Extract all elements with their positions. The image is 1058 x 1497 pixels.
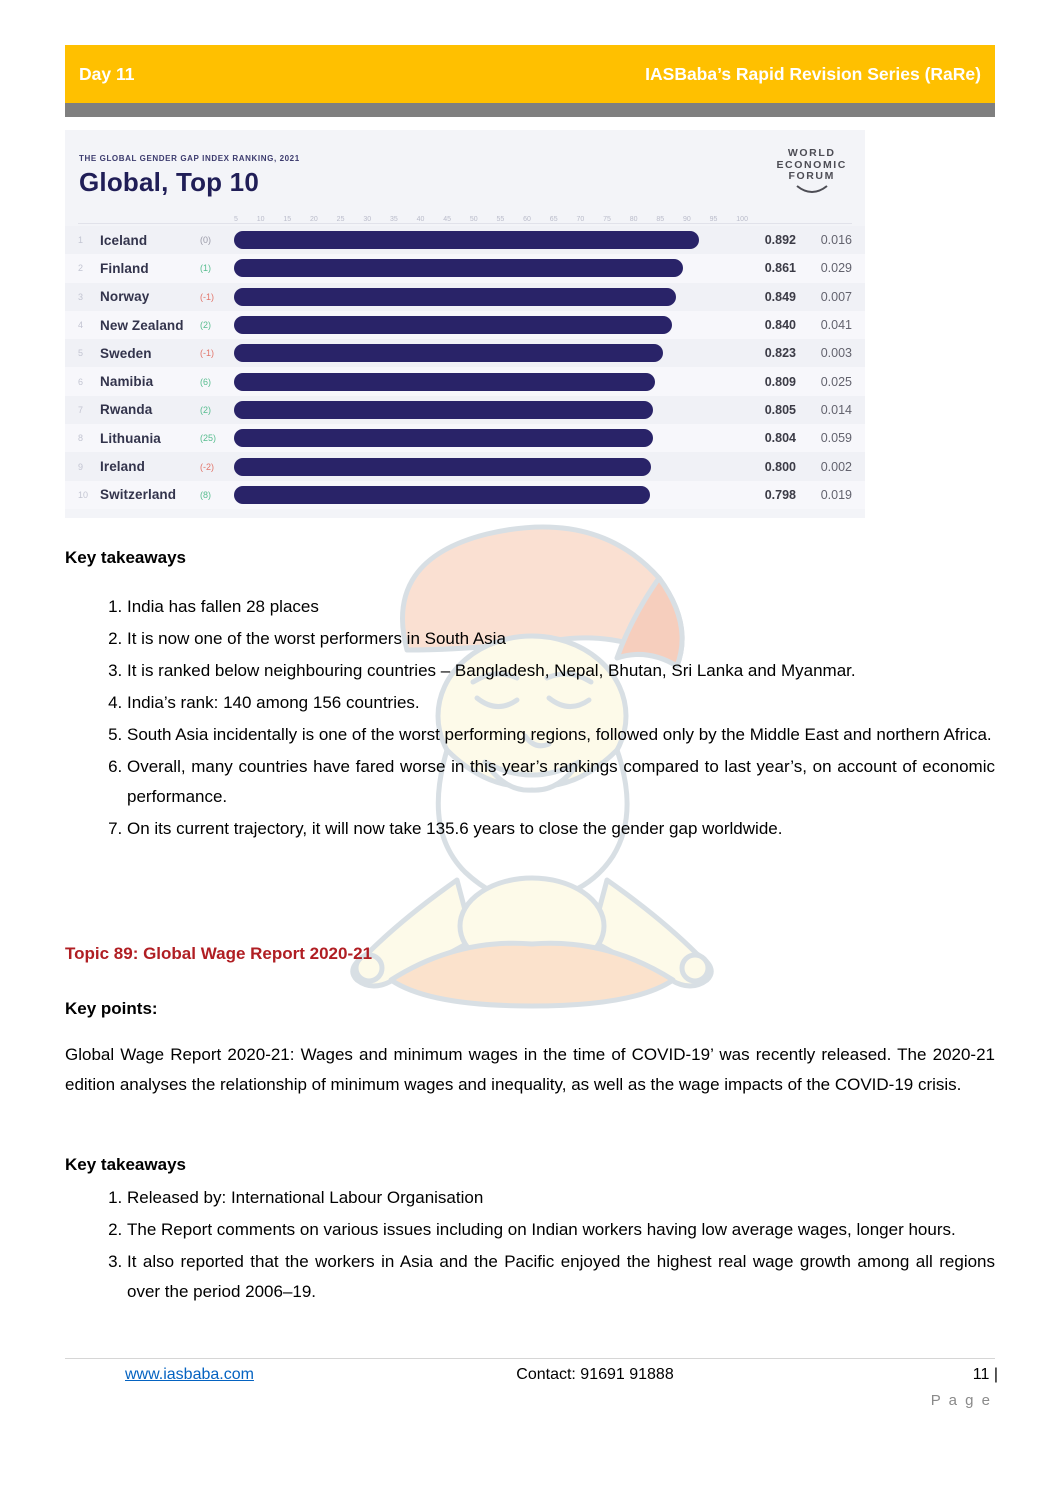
axis-tick: 95 [709,216,718,223]
country-label: Ireland [100,459,145,475]
contact-text: Contact: 91691 91888 [516,1366,674,1383]
delta-value: 0.041 [820,318,852,333]
list-item: 1. Released by: International Labour Organisation [127,1183,995,1213]
score-bar [234,486,650,504]
score-bar [234,458,651,476]
axis-tick: 40 [416,216,425,223]
website-link[interactable]: www.iasbaba.com [125,1366,254,1383]
country-label: Finland [100,260,149,276]
rank-change: (1) [200,263,211,274]
table-row [65,367,865,395]
delta-value: 0.016 [820,233,852,248]
score-value: 0.805 [764,402,796,417]
table-row [65,452,865,480]
footer-divider [65,1358,995,1359]
axis-tick: 60 [523,216,531,223]
country-label: Rwanda [100,402,153,418]
axis-tick: 10 [256,216,265,223]
axis-tick: 65 [549,216,558,223]
score-value: 0.861 [764,261,796,276]
rank-change: (6) [200,376,211,387]
list-item: 1. India has fallen 28 places [127,592,995,622]
axis-tick: 50 [469,216,478,223]
table-row [65,396,865,424]
table-row [65,424,865,452]
rank-change: (-1) [200,291,214,302]
score-value: 0.823 [764,346,796,361]
wef-logo-line: ECONOMIC [776,158,847,171]
score-bar [234,316,672,334]
rank-label: 8 [78,433,84,444]
axis-tick: 5 [234,216,238,223]
rank-label: 5 [78,348,84,359]
chart-kicker: THE GLOBAL GENDER GAP INDEX RANKING, 2021 [79,154,300,163]
axis-tick: 90 [683,216,691,223]
table-row [65,339,865,367]
table-row [65,311,865,339]
country-label: Lithuania [100,430,161,446]
score-value: 0.798 [764,487,796,502]
country-label: New Zealand [100,317,184,333]
key-points-paragraph: Global Wage Report 2020-21: Wages and minimum wages in the time of COVID-19’ was recently released. The 2020-21 edition analyses the relationship of minimum wages and inequality, as well as the wage impacts of the COVID-19 crisis. [65,1045,995,1094]
axis-tick: 20 [310,216,318,223]
rank-change: (-1) [200,348,214,359]
page-word: P a g e [930,1392,992,1409]
chart-rows [65,226,865,509]
axis-tick: 55 [496,216,505,223]
table-row [65,481,865,509]
table-row [65,226,865,254]
header-divider-bar [65,103,995,117]
score-bar [234,401,653,419]
key-takeaways-heading-2: Key takeaways [65,1155,186,1174]
country-label: Switzerland [100,487,177,503]
chart-header [65,130,865,198]
country-label: Iceland [100,232,148,248]
delta-value: 0.025 [820,374,852,389]
key-takeaways-list-2 [65,1183,995,1309]
topic-heading: Topic 89: Global Wage Report 2020-21 [65,944,373,963]
rank-label: 4 [78,320,84,331]
delta-value: 0.014 [820,402,852,417]
score-value: 0.849 [764,289,796,304]
country-label: Sweden [100,345,152,361]
axis-tick: 80 [629,216,638,223]
rank-label: 3 [78,291,84,302]
axis-tick: 30 [363,216,372,223]
axis-tick: 35 [389,216,398,223]
axis-tick: 100 [736,216,748,223]
list-item: 6. Overall, many countries have fared worse in this year’s rankings compared to last year’s, on account of economic performance. [127,752,995,812]
score-bar [234,429,653,447]
score-bar [234,231,699,249]
country-label: Namibia [100,374,154,390]
score-value: 0.840 [764,318,796,333]
list-item: 5. South Asia incidentally is one of the worst performing regions, followed only by the Middle East and northern Africa. [127,720,995,750]
gender-gap-chart [65,130,865,518]
score-bar [234,344,663,362]
table-row [65,254,865,282]
score-bar [234,373,655,391]
key-points-heading: Key points: [65,999,158,1018]
day-label: Day 11 [79,63,135,84]
list-item: 3. It also reported that the workers in Asia and the Pacific enjoyed the highest real wage growth among all regions over the period 2006–19. [127,1247,995,1307]
delta-value: 0.007 [820,289,852,304]
wef-arc-icon [795,184,829,194]
rank-label: 2 [78,263,84,274]
delta-value: 0.059 [820,431,852,446]
list-item: 3. It is ranked below neighbouring countries – Bangladesh, Nepal, Bhutan, Sri Lanka and Myanmar. [127,656,995,686]
delta-value: 0.002 [820,459,852,474]
table-row [65,283,865,311]
axis-tick: 85 [656,216,665,223]
wef-logo-line: WORLD [787,147,836,159]
rank-label: 9 [78,461,84,472]
axis-tick: 70 [576,216,585,223]
rank-label: 7 [78,404,84,415]
axis-tick: 25 [336,216,345,223]
score-value: 0.809 [764,374,796,389]
rank-change: (0) [200,235,211,246]
rank-change: (-2) [200,461,214,472]
series-title: IASBaba’s Rapid Revision Series (RaRe) [645,63,981,84]
rank-change: (8) [200,489,211,500]
wef-logo [776,148,847,198]
rank-label: 6 [78,376,84,387]
key-takeaways-heading-1: Key takeaways [65,548,186,567]
key-takeaways-list-1 [65,592,995,846]
chart-title: Global, Top 10 [79,167,260,197]
axis-tick: 45 [443,216,452,223]
list-item: 2. It is now one of the worst performers in South Asia [127,624,995,654]
rank-change: (2) [200,404,211,415]
score-value: 0.804 [764,431,796,446]
list-item: 2. The Report comments on various issues including on Indian workers having low average wages, longer hours. [127,1215,995,1245]
score-bar [234,259,683,277]
page-number: 11 | [972,1366,998,1383]
axis-tick: 15 [283,216,292,223]
rank-label: 1 [78,235,84,246]
header-bar [65,45,995,103]
chart-axis [78,210,852,224]
delta-value: 0.029 [820,261,852,276]
score-value: 0.892 [764,233,796,248]
axis-tick: 75 [603,216,611,223]
country-label: Norway [100,289,150,305]
score-value: 0.800 [764,459,796,474]
list-item: 7. On its current trajectory, it will now take 135.6 years to close the gender gap worldwide. [127,814,995,844]
rank-change: (2) [200,320,211,331]
wef-logo-line: FORUM [788,170,835,182]
score-bar [234,288,676,306]
delta-value: 0.003 [820,346,852,361]
rank-label: 10 [78,489,89,500]
rank-change: (25) [200,433,217,444]
list-item: 4. India’s rank: 140 among 156 countries. [127,688,995,718]
delta-value: 0.019 [820,487,852,502]
